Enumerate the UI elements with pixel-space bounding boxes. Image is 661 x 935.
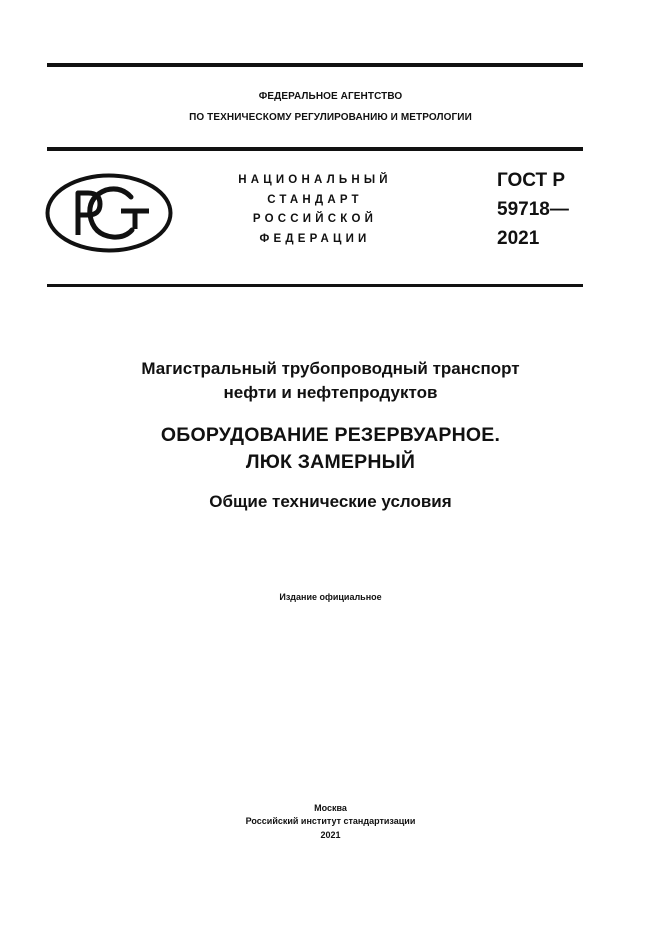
standard-type-line-3: РОССИЙСКОЙ [252, 213, 378, 225]
header-rule [47, 147, 583, 151]
imprint-city: Москва [314, 803, 347, 813]
edition-note: Издание официальное [279, 592, 382, 602]
subject-line-1: Магистральный трубопроводный транспорт [141, 359, 520, 378]
imprint-publisher: Российский институт стандартизации [245, 816, 416, 826]
main-title-line-1: ОБОРУДОВАНИЕ РЕЗЕРВУАРНОЕ. [160, 424, 501, 446]
designation-line-3: 2021 [497, 228, 540, 249]
agency-line-1: ФЕДЕРАЛЬНОЕ АГЕНТСТВО [258, 91, 403, 102]
subtitle: Общие технические условия [209, 492, 452, 511]
top-rule [47, 63, 583, 67]
main-title-line-2: ЛЮК ЗАМЕРНЫЙ [245, 451, 416, 473]
designation-line-2: 59718— [497, 199, 569, 220]
header-bottom-rule [47, 284, 583, 287]
subject-line-2: нефти и нефтепродуктов [223, 383, 438, 402]
standard-type-line-1: НАЦИОНАЛЬНЫЙ [238, 174, 392, 186]
standard-type-line-4: ФЕДЕРАЦИИ [259, 233, 371, 245]
designation-line-1: ГОСТ Р [497, 170, 566, 191]
agency-line-2: ПО ТЕХНИЧЕСКОМУ РЕГУЛИРОВАНИЮ И МЕТРОЛОГИИ [189, 112, 472, 123]
imprint-year: 2021 [320, 830, 341, 840]
rst-certification-logo-icon [45, 173, 173, 253]
standard-type-line-2: СТАНДАРТ [267, 194, 363, 206]
